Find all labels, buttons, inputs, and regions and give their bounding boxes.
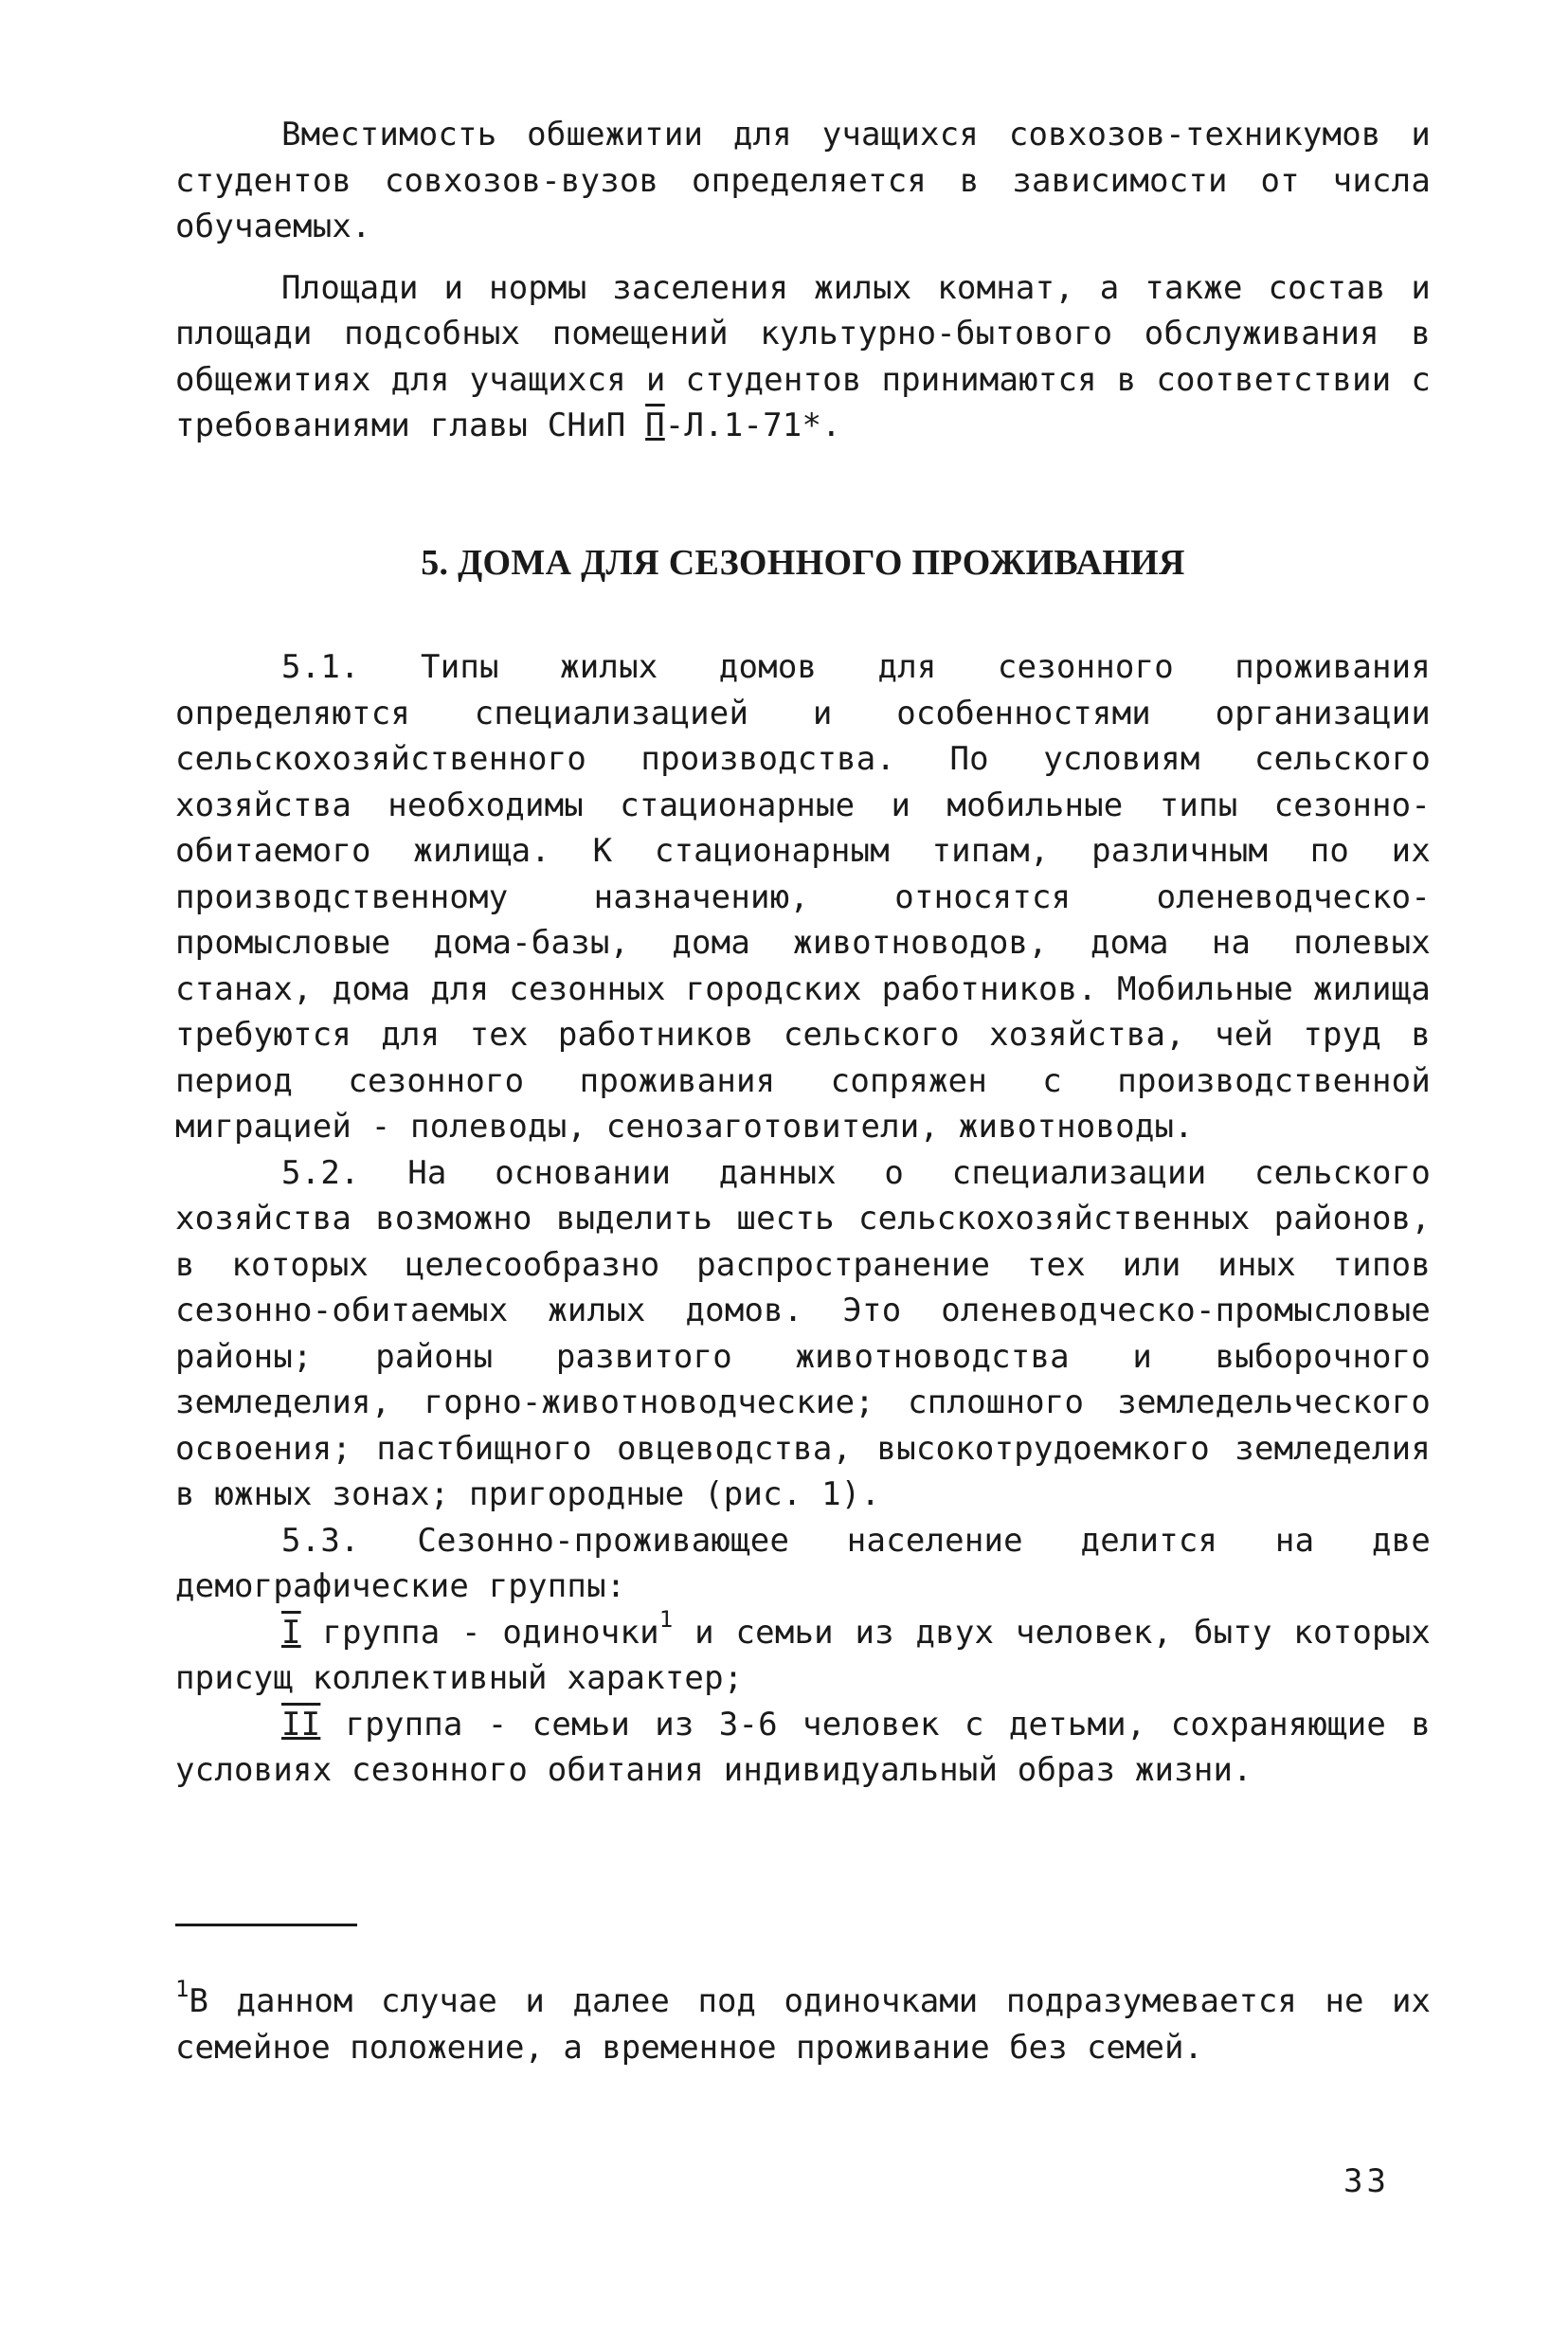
footnote [175, 1975, 1431, 2070]
intro-paragraph-2-tail: -Л.1-71*. [664, 407, 841, 444]
roman-numeral-1: I [281, 1613, 301, 1652]
footnote-marker: 1 [175, 1975, 189, 2002]
roman-numeral-2: П [645, 407, 665, 444]
intro-paragraph-2 [175, 265, 1431, 449]
group-1-text-tail: и семьи из двух человек, быту которых присущ коллективный характер; [175, 1613, 1431, 1697]
page-number: 33 [1343, 2162, 1390, 2200]
roman-numeral-2-group: II [281, 1705, 321, 1744]
footnote-divider [175, 1924, 357, 1926]
group-1-text: группа - одиночки [300, 1613, 659, 1652]
intro-section [175, 112, 1431, 449]
section-body [175, 644, 1431, 1794]
intro-paragraph-2-text: Площади и нормы заселения жилых комнат, а также состав и площади подсобных помещений культурно-бытового обслуживания в общежитиях для учащихся и студентов принимаются в соответствии с требованиями главы СНиП [175, 268, 1431, 444]
group-2-text: группа - семьи из 3-6 человек с детьми, сохраняющие в условиях сезонного обитания индивидуальный образ жизни. [175, 1705, 1431, 1789]
footnote-reference: 1 [658, 1606, 674, 1634]
intro-paragraph-1: Вместимость обшежитии для учащихся совхозов-техникумов и студентов совхозов-вузов определяется в зависимости от числа обучаемых. [175, 116, 1431, 245]
paragraph-5-3: 5.3. Сезонно-проживающее население делится на две демографические группы: [175, 1521, 1431, 1605]
paragraph-5-1: 5.1. Типы жилых домов для сезонного проживания определяются специализацией и особенностями организации сельскохозяйственного производства. По условиям сельского хозяйства необходимы стационарные и мобильные типы сезонно-обитаемого жилища. К стационарным типам, различным по их производственному назначению, относятся оленеводческо-промысловые дома-базы, дома животноводов, дома на полевых станах, дома для сезонных городских работников. Мобильные жилища требуются для тех работников сельского хозяйства, чей труд в период сезонного проживания сопряжен с производственной миграцией - полеводы, сенозаготовители, животноводы. [175, 648, 1431, 1146]
group-2-item [175, 1702, 1431, 1794]
section-heading: 5. ДОМА ДЛЯ СЕЗОННОГО ПРОЖИВАНИЯ [421, 543, 1185, 583]
group-1-item [175, 1606, 1431, 1702]
paragraph-5-2: 5.2. На основании данных о специализации сельского хозяйства возможно выделить шесть сельскохозяйственных районов, в которых целесообразно распространение тех или иных типов сезонно-обитаемых жилых домов. Это оленеводческо-промысловые районы; районы развитого животноводства и выборочного земледелия, горно-животноводческие; сплошного земледельческого освоения; пастбищного овцеводства, высокотрудоемкого земледелия в южных зонах; пригородные (рис. 1). [175, 1153, 1431, 1513]
footnote-text: В данном случае и далее под одиночками подразумевается не их семейное положение, а временное проживание без семей. [175, 1982, 1431, 2067]
